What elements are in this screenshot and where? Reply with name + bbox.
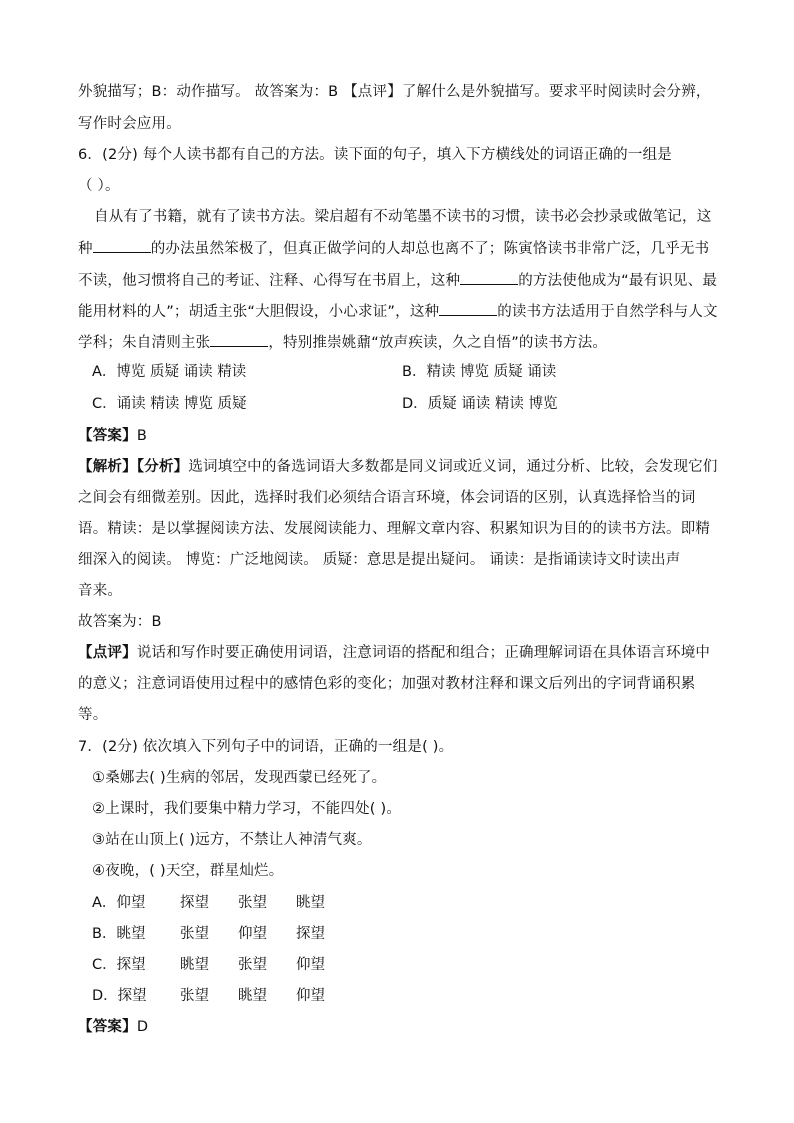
answer-label: 【答案】 — [78, 428, 137, 444]
q6-option-b: B．精读 博览 质疑 诵读 — [402, 364, 557, 380]
q7-sentence-2: ②上课时，我们要集中精力学习，不能四处( )。 — [92, 801, 402, 817]
q6-passage-line1: 自从有了书籍，就有了读书方法。梁启超有不动笔墨不读书的习惯，读书必会抄录或做笔记，这 — [94, 209, 712, 225]
q6-passage-line3 — [78, 270, 717, 291]
q6-analysis-line5: 音来。 — [78, 583, 123, 599]
q6-analysis-line2: 之间会有细微差别。因此，选择时我们必须结合语言环境，体会词语的区别，认真选择恰当的词 — [78, 490, 696, 506]
q6-comment-line1 — [78, 643, 710, 663]
option-word: 眺望 — [238, 988, 267, 1004]
answer-value: D — [136, 1019, 149, 1035]
q7-option-d — [92, 986, 354, 1006]
option-word: 眺望 — [180, 957, 209, 973]
option-word: 眺望 — [296, 895, 325, 911]
q7-option-a — [92, 893, 354, 913]
q6-passage-line4 — [78, 301, 718, 322]
q7-sentence-1: ①桑娜去( )生病的邻居，发现西蒙已经死了。 — [92, 770, 387, 786]
option-word: 张望 — [238, 895, 267, 911]
q6-answer — [78, 426, 147, 446]
fill-blank — [439, 301, 497, 316]
q6-comment-line2: 的意义；注意词语使用过程中的感情色彩的变化；加强对教材注释和课文后列出的字词背诵积累 — [78, 676, 696, 692]
text: 学科；朱自清则主张 — [78, 335, 211, 351]
text: 不读，他习惯将自己的考证、注释、心得写在书眉上，这种 — [78, 273, 461, 289]
comment-label: 【点评】 — [78, 645, 137, 661]
text: 选词填空中的备选词语大多数都是同义词或近义词，通过分析、比较，会发现它们 — [188, 459, 718, 475]
option-word: C．探望 — [92, 957, 146, 973]
q7-option-b — [92, 924, 354, 944]
q7-sentence-3: ③站在山顶上( )远方，不禁让人神清气爽。 — [92, 832, 372, 848]
option-word: 探望 — [296, 926, 325, 942]
fill-blank — [93, 238, 151, 253]
fill-blank — [460, 270, 518, 285]
text: 的方法使他成为“最有识见、最 — [518, 273, 718, 289]
option-word: A．仰望 — [92, 895, 146, 911]
option-word: 仰望 — [296, 957, 325, 973]
q6-analysis-line1 — [78, 457, 718, 477]
text: ，特别推崇姚鼐“放声疾读，久之自悟”的读书方法。 — [268, 335, 608, 351]
text: 的办法虽然笨极了，但真正做学问的人却总也离不了；陈寅恪读书非常广泛，几乎无书 — [150, 241, 710, 257]
q6-analysis-line3: 语。精读：是以掌握阅读方法、发展阅读能力、理解文章内容、积累知识为目的的读书方法。即精 — [78, 521, 711, 537]
q6-stem: 6．(2分) 每个人读书都有自己的方法。读下面的句子，填入下方横线处的词语正确的一组是 — [78, 147, 672, 163]
option-word: 探望 — [180, 895, 209, 911]
q6-option-a: A．博览 质疑 诵读 精读 — [92, 364, 247, 380]
analysis-label: 【解析】【分析】 — [78, 459, 189, 475]
q6-stem-paren: （ ）。 — [78, 178, 120, 194]
q6-result: 故答案为：B — [78, 614, 162, 630]
option-word: B．眺望 — [92, 926, 146, 942]
q6-passage-line5 — [78, 332, 607, 353]
text: 的读书方法适用于自然学科与人文 — [497, 304, 718, 320]
option-word: 仰望 — [238, 926, 267, 942]
fill-blank — [210, 332, 268, 347]
prev-text-line1: 外貌描写；B：动作描写。 故答案为：B 【点评】了解什么是外貌描写。要求平时阅读时会分辨， — [78, 84, 711, 100]
prev-text-line2: 写作时会应用。 — [78, 116, 181, 132]
option-word: 张望 — [180, 926, 209, 942]
text: 能用材料的人”；胡适主张“大胆假设，小心求证”，这种 — [78, 304, 440, 320]
q6-option-d: D．质疑 诵读 精读 博览 — [402, 396, 558, 412]
q7-option-c — [92, 955, 354, 975]
q6-analysis-line4: 细深入的阅读。 博览：广泛地阅读。 质疑：意思是提出疑问。 诵读：是指诵读诗文时读出声 — [78, 552, 681, 568]
q7-answer — [78, 1017, 148, 1037]
option-word: 仰望 — [296, 988, 325, 1004]
option-word: D．探望 — [92, 988, 147, 1004]
answer-label: 【答案】 — [78, 1019, 137, 1035]
q6-passage-line2 — [78, 238, 709, 259]
option-word: 张望 — [180, 988, 209, 1004]
text: 说话和写作时要正确使用词语，注意词语的搭配和组合；正确理解词语在具体语言环境中 — [136, 645, 711, 661]
q6-comment-line3: 等。 — [78, 707, 108, 723]
q7-stem: 7．(2分) 依次填入下列句子中的词语，正确的一组是( )。 — [78, 739, 454, 755]
q6-option-c: C．诵读 精读 博览 质疑 — [92, 396, 247, 412]
answer-value: B — [136, 428, 147, 444]
text: 种 — [78, 241, 93, 257]
q7-sentence-4: ④夜晚，( )天空，群星灿烂。 — [92, 863, 284, 879]
option-word: 张望 — [238, 957, 267, 973]
